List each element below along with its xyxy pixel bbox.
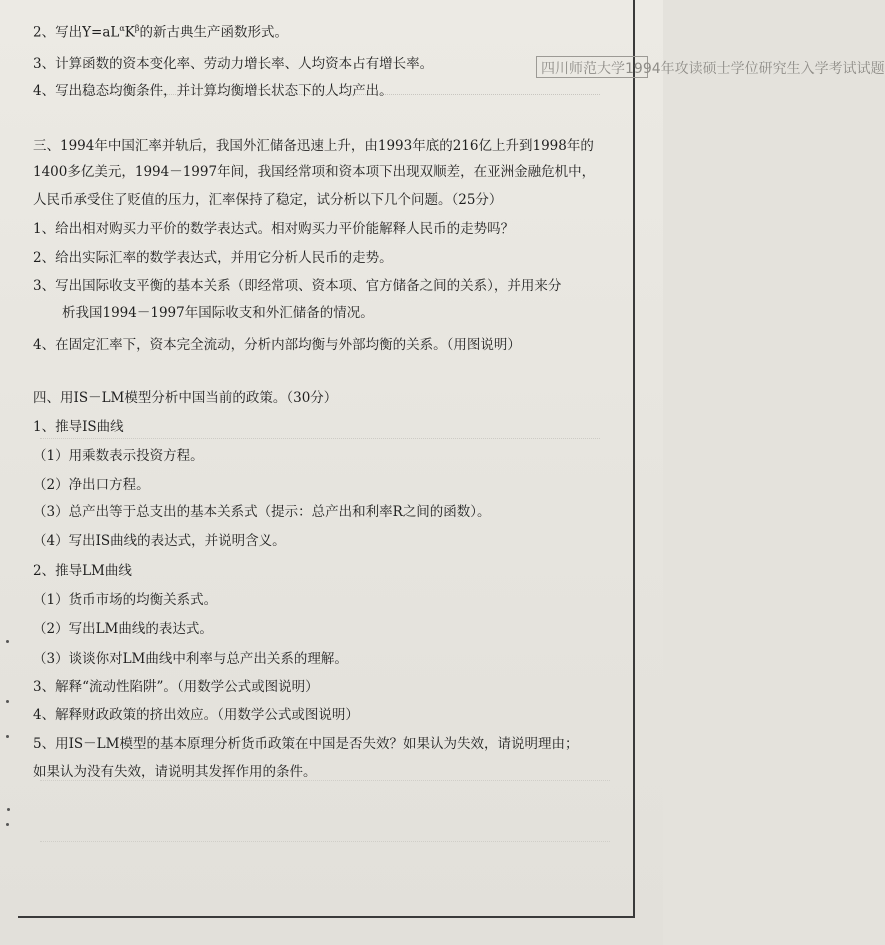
question-line: 2、给出实际汇率的数学表达式，并用它分析人民币的走势。 bbox=[33, 250, 393, 266]
question-line: 1、推导IS曲线 bbox=[33, 419, 124, 435]
question-heading: 三、1994年中国汇率并轨后，我国外汇储备迅速上升，由1993年底的216亿上升到1998年的 bbox=[33, 138, 594, 154]
question-line: 2、写出$Y=aL^\alpha K^\beta$的新古典生产函数形式。 bbox=[33, 24, 288, 41]
question-line: （1）货币市场的均衡关系式。 bbox=[33, 592, 218, 608]
scan-mark bbox=[7, 808, 10, 811]
question-line: 3、计算函数的资本变化率、劳动力增长率、人均资本占有增长率。 bbox=[33, 56, 434, 72]
question-line: 1、给出相对购买力平价的数学表达式。相对购买力平价能解释人民币的走势吗？ bbox=[33, 221, 515, 237]
scan-mark bbox=[6, 700, 9, 703]
question-line: 4、在固定汇率下，资本完全流动，分析内部均衡与外部均衡的关系。（用图说明） bbox=[33, 337, 521, 353]
scan-mark bbox=[6, 640, 9, 643]
question-line: 3、解释“流动性陷阱”。（用数学公式或图说明） bbox=[33, 679, 319, 695]
question-line: 3、写出国际收支平衡的基本关系（即经常项、资本项、官方储备之间的关系），并用来分 bbox=[33, 278, 562, 294]
bleed-through-mark bbox=[40, 780, 610, 842]
question-line: （2）写出LM曲线的表达式。 bbox=[33, 621, 213, 637]
question-line: （3）总产出等于总支出的基本关系式（提示：总产出和利率R之间的函数）。 bbox=[33, 504, 491, 520]
bleed-through-mark bbox=[40, 430, 600, 439]
question-line: 2、推导LM曲线 bbox=[33, 563, 132, 579]
question-line: （2）净出口方程。 bbox=[33, 477, 150, 493]
question-line: 析我国1994－1997年国际收支和外汇储备的情况。 bbox=[62, 305, 374, 321]
question-line: 5、用IS－LM模型的基本原理分析货币政策在中国是否失效？如果认为失效，请说明理由； bbox=[33, 736, 579, 752]
question-line: （4）写出IS曲线的表达式，并说明含义。 bbox=[33, 533, 286, 549]
question-line: 1400多亿美元，1994－1997年间，我国经常项和资本项下出现双顺差，在亚洲金融危机中， bbox=[33, 164, 596, 180]
scan-mark bbox=[6, 735, 9, 738]
question-heading: 四、用IS－LM模型分析中国当前的政策。（30分） bbox=[33, 390, 338, 406]
question-line: （3）谈谈你对LM曲线中利率与总产出关系的理解。 bbox=[33, 651, 348, 667]
question-line: 如果认为没有失效，请说明其发挥作用的条件。 bbox=[33, 764, 317, 780]
scan-mark bbox=[6, 823, 9, 826]
ghost-header-box: 四川师范大学1994年攻读硕士学位研究生入学考试试题 bbox=[536, 56, 648, 78]
question-line: 4、写出稳态均衡条件，并计算均衡增长状态下的人均产出。 bbox=[33, 83, 393, 99]
question-line: （1）用乘数表示投资方程。 bbox=[33, 448, 204, 464]
question-line: 4、解释财政政策的挤出效应。（用数学公式或图说明） bbox=[33, 707, 359, 723]
question-line: 人民币承受住了贬值的压力，汇率保持了稳定，试分析以下几个问题。（25分） bbox=[33, 192, 503, 208]
